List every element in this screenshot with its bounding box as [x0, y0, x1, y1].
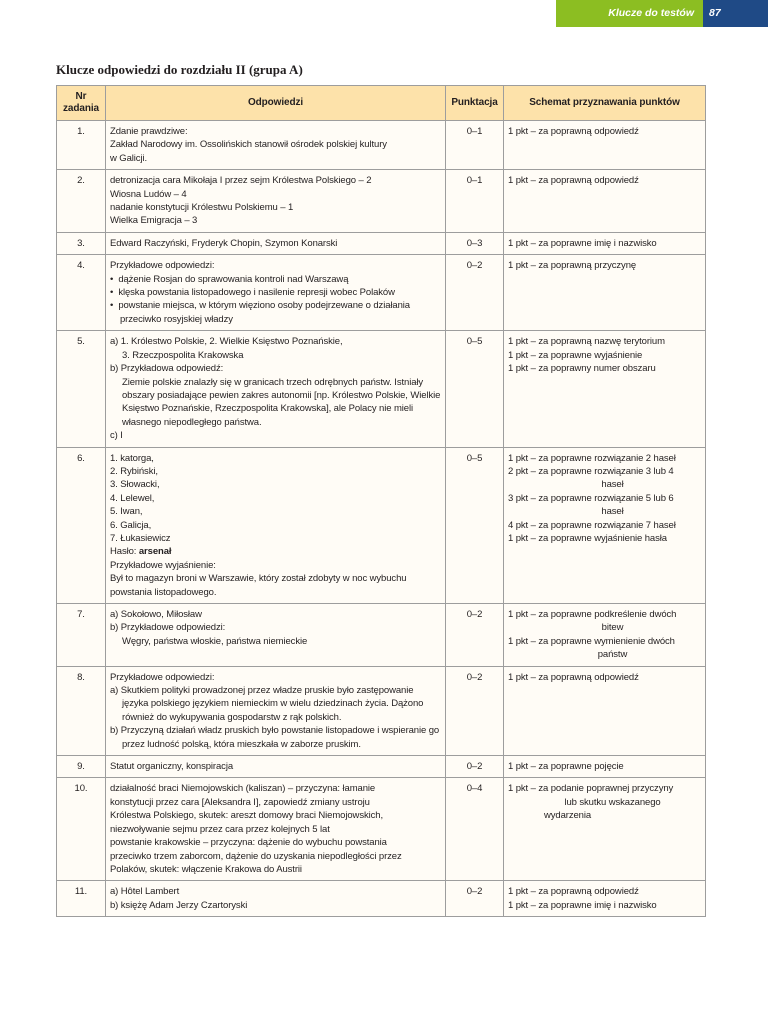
table-row [57, 778, 706, 881]
column-header-scheme: Schemat przyznawania punktów [504, 86, 706, 121]
row-number: 6. [57, 447, 106, 603]
points-cell: 0–2 [446, 756, 504, 778]
points-cell: 0–2 [446, 881, 504, 917]
password-word: arsenał [138, 546, 172, 558]
answer-cell: a) Hôtel Lambert b) księżę Adam Jerzy Czartoryski [106, 881, 446, 917]
scheme-cell: 1 pkt – za podanie poprawnej przyczyny lub skutku wskazanego wydarzenia [504, 778, 706, 881]
row-number: 5. [57, 331, 106, 447]
row-number: 3. [57, 232, 106, 254]
row-number: 9. [57, 756, 106, 778]
row-number: 2. [57, 170, 106, 233]
row-number: 4. [57, 255, 106, 331]
answer-cell: 1. katorga, 2. Rybiński, 3. Słowacki, 4. Lelewel, 5. Iwan, 6. Galicja, 7. Łukasiewicz Hasło: arsenał Przykładowe wyjaśnienie: Był to magazyn broni w Warszawie, który został zdobyty w noc wybuchu powstania listopadowego. [106, 447, 446, 603]
table-row [57, 232, 706, 254]
answer-cell: Przykładowe odpowiedzi: • dążenie Rosjan do sprawowania kontroli nad Warszawą • klęska powstania listopadowego i nasilenie represji wobec Polaków • powstanie miejsca, w którym więziono osoby podejrzewane o działania przeciwko rosyjskiej władzy [106, 255, 446, 331]
scheme-cell: 1 pkt – za poprawne rozwiązanie 2 haseł 2 pkt – za poprawne rozwiązanie 3 lub 4 haseł 3 pkt – za poprawne rozwiązanie 5 lub 6 haseł 4 pkt – za poprawne rozwiązanie 7 haseł 1 pkt – za poprawne wyjaśnienie hasła [504, 447, 706, 603]
answer-cell: Edward Raczyński, Fryderyk Chopin, Szymon Konarski [106, 232, 446, 254]
column-header-nr: Nr zadania [57, 86, 106, 121]
answer-cell: działalność braci Niemojowskich (kaliszan) – przyczyna: łamanie konstytucji przez cara [Aleksandra I], zapowiedź zmiany ustroju Królestwa Polskiego, skutek: areszt domowy braci Niemojowskich, niezwoływanie sejmu przez cara przez kolejnych 5 lat powstanie krakowskie – przyczyna: dążenie do wybuchu powstania przeciwko trzem zaborcom, dążenie do uzyskania niepodległości przez Polaków, skutek: włączenie Krakowa do Austrii [106, 778, 446, 881]
row-number: 11. [57, 881, 106, 917]
points-cell: 0–3 [446, 232, 504, 254]
answer-cell: detronizacja cara Mikołaja I przez sejm Królestwa Polskiego – 2 Wiosna Ludów – 4 nadanie konstytucji Królestwu Polskiemu – 1 Wielka Emigracja – 3 [106, 170, 446, 233]
table-row [57, 604, 706, 667]
points-cell: 0–1 [446, 121, 504, 170]
list-item: • powstanie miejsca, w którym więziono osoby podejrzewane o działania przeciwko rosyjskiej władzy [110, 300, 410, 325]
table-row [57, 447, 706, 603]
table-row [57, 666, 706, 755]
password-line: Hasło: arsenał [110, 546, 172, 558]
row-number: 1. [57, 121, 106, 170]
points-cell: 0–2 [446, 604, 504, 667]
points-cell: 0–5 [446, 331, 504, 447]
points-cell: 0–1 [446, 170, 504, 233]
row-number: 10. [57, 778, 106, 881]
points-cell: 0–2 [446, 255, 504, 331]
table-header-row [57, 86, 706, 121]
answer-cell: a) Sokołowo, Miłosław b) Przykładowe odpowiedzi: Węgry, państwa włoskie, państwa niemieckie [106, 604, 446, 667]
scheme-cell: 1 pkt – za poprawne podkreślenie dwóch bitew 1 pkt – za poprawne wymienienie dwóch państw [504, 604, 706, 667]
answer-cell: Zdanie prawdziwe: Zakład Narodowy im. Ossolińskich stanowił ośrodek polskiej kultury w Galicji. [106, 121, 446, 170]
table-row [57, 255, 706, 331]
scheme-cell: 1 pkt – za poprawną nazwę terytorium 1 pkt – za poprawne wyjaśnienie 1 pkt – za poprawny numer obszaru [504, 331, 706, 447]
scheme-cell: 1 pkt – za poprawną odpowiedź 1 pkt – za poprawne imię i nazwisko [504, 881, 706, 917]
table-row [57, 756, 706, 778]
scheme-cell: 1 pkt – za poprawną odpowiedź [504, 170, 706, 233]
scheme-cell: 1 pkt – za poprawną przyczynę [504, 255, 706, 331]
points-cell: 0–4 [446, 778, 504, 881]
scheme-cell: 1 pkt – za poprawną odpowiedź [504, 666, 706, 755]
scheme-cell: 1 pkt – za poprawną odpowiedź [504, 121, 706, 170]
table-row [57, 121, 706, 170]
table-row [57, 331, 706, 447]
section-header-label: Klucze do testów [556, 0, 703, 27]
list-item: • dążenie Rosjan do sprawowania kontroli nad Warszawą [110, 273, 349, 285]
row-number: 7. [57, 604, 106, 667]
table-row [57, 170, 706, 233]
points-cell: 0–2 [446, 666, 504, 755]
answer-cell: a) 1. Królestwo Polskie, 2. Wielkie Księstwo Poznańskie, 3. Rzeczpospolita Krakowska b) Przykładowa odpowiedź: Ziemie polskie znalazły się w granicach trzech odrębnych państw. Istniały obszary posiadające pewien zakres autonomii [np. Królestwo Polskie, Wielkie Księstwo Poznańskie, Rzeczpospolita Krakowska], ale Polacy nie mieli własnego niepodległego państwa. c) I [106, 331, 446, 447]
answer-cell: Statut organiczny, konspiracja [106, 756, 446, 778]
scheme-cell: 1 pkt – za poprawne pojęcie [504, 756, 706, 778]
row-number: 8. [57, 666, 106, 755]
page-number: 87 [703, 0, 768, 27]
page-title: Klucze odpowiedzi do rozdziału II (grupa A) [56, 62, 303, 77]
scheme-cell: 1 pkt – za poprawne imię i nazwisko [504, 232, 706, 254]
points-cell: 0–5 [446, 447, 504, 603]
column-header-points: Punktacja [446, 86, 504, 121]
answer-key-table [56, 85, 706, 917]
list-item: • klęska powstania listopadowego i nasilenie represji wobec Polaków [110, 287, 395, 299]
answer-cell: Przykładowe odpowiedzi: a) Skutkiem polityki prowadzonej przez władze pruskie było zastępowanie języka polskiego językiem niemieckim w wielu dziedzinach życia. Dążono również do wykupywania gospodarstw z rąk polskich. b) Przyczyną działań władz pruskich było powstanie listopadowe i wspieranie go przez ludność polską, która mieszkała w zaborze pruskim. [106, 666, 446, 755]
column-header-answers: Odpowiedzi [106, 86, 446, 121]
table-row [57, 881, 706, 917]
